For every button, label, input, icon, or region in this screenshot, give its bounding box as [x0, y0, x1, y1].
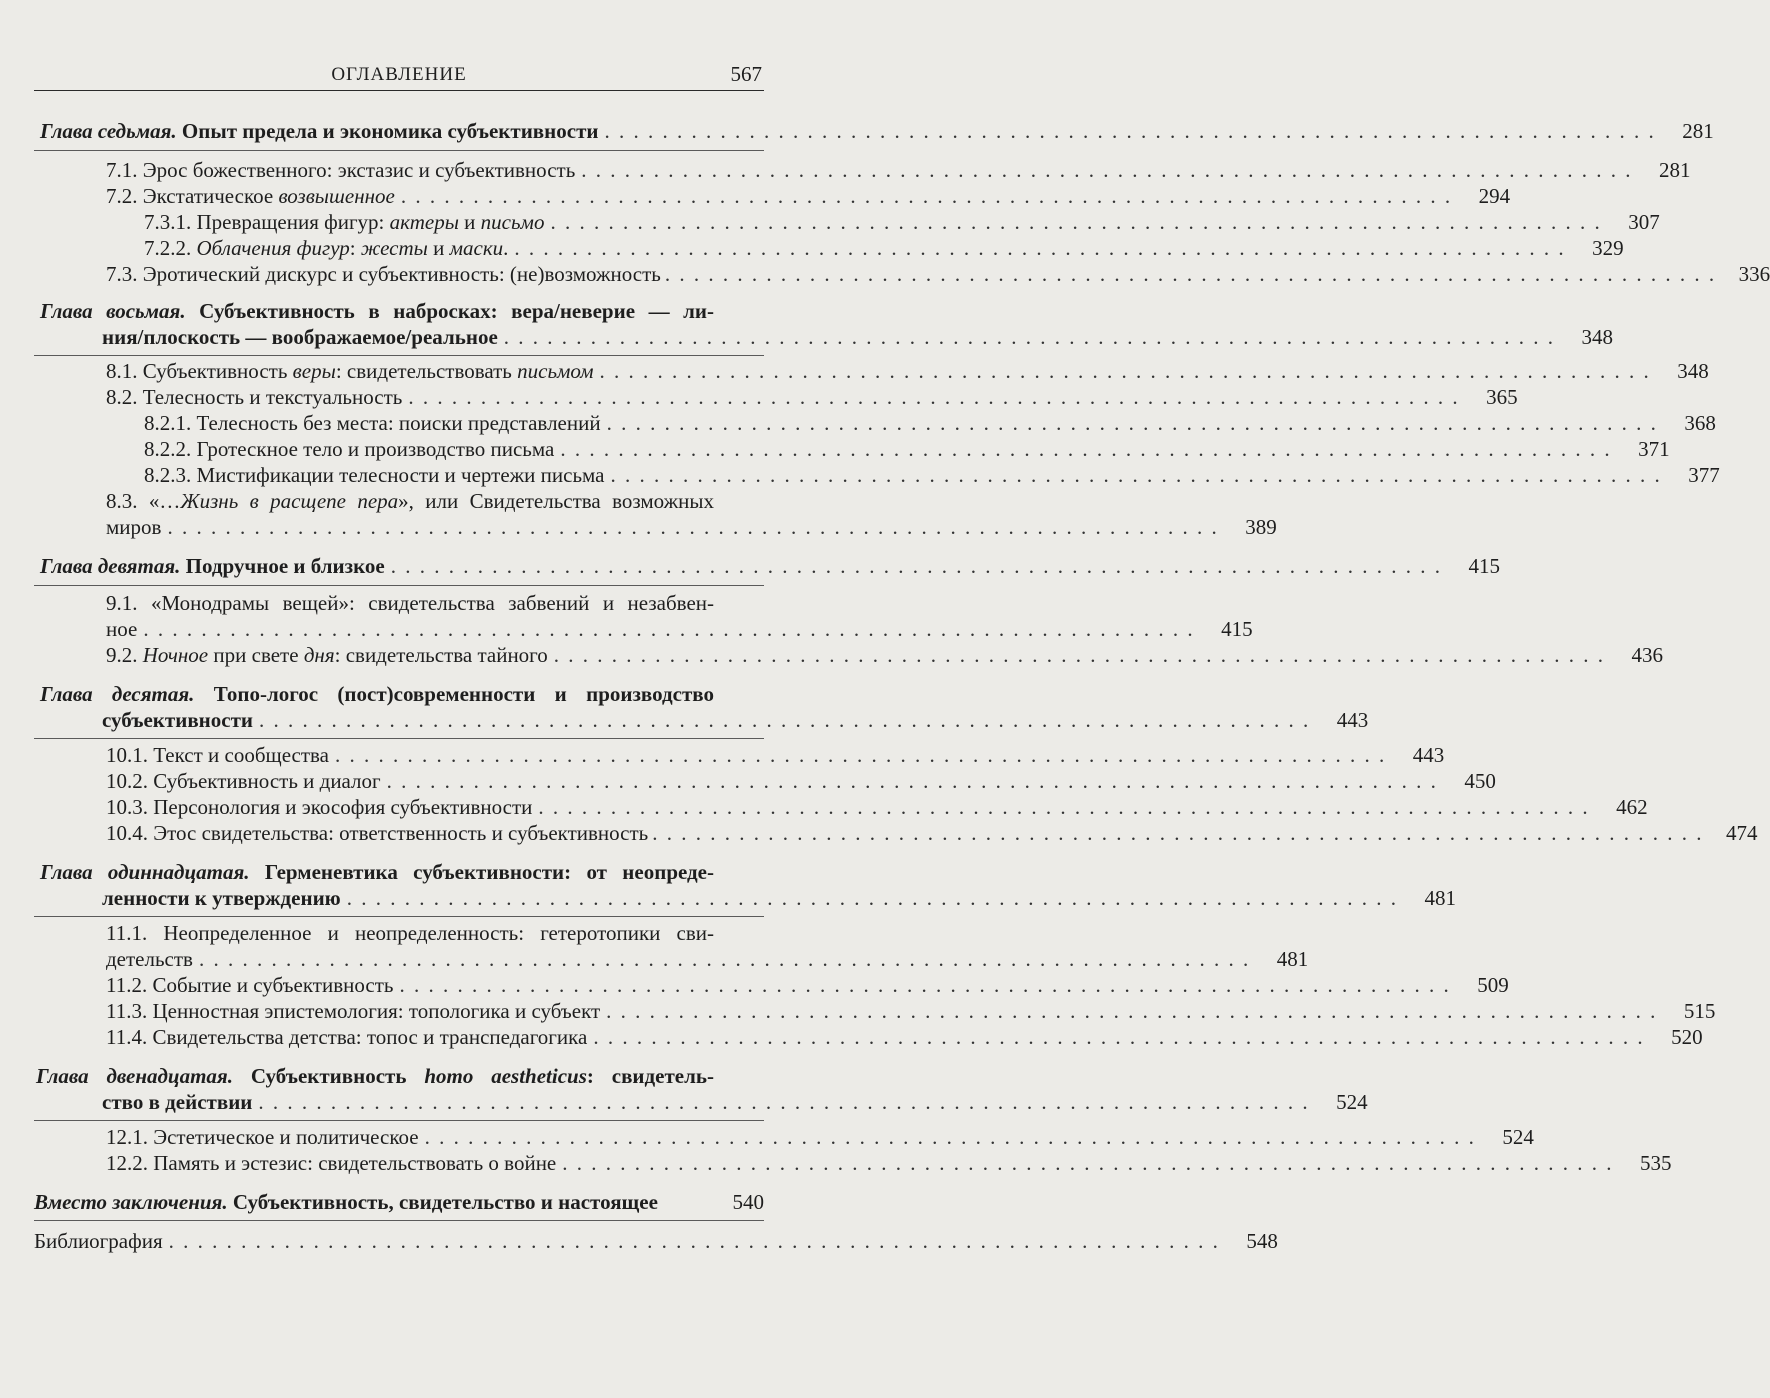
section-7-3-1-mid: и: [458, 210, 481, 234]
conclusion-lead: Вместо заключения.: [34, 1190, 228, 1214]
section-7-3-1-em2: письмо: [480, 210, 545, 234]
section-9-2-mid: при свете: [208, 643, 304, 667]
section-8-3-line2: миров: [106, 515, 162, 539]
section-8-1-mid: : свидетельствовать: [335, 359, 518, 383]
section-7-2-2-mid2: и: [427, 236, 450, 260]
chapter-7-title: Опыт предела и экономика субъективности: [176, 119, 599, 143]
chapter-7-entry[interactable]: [40, 118, 1714, 144]
section-11-2-title: 11.2. Событие и субъективность: [106, 973, 394, 997]
chapter-9-entry[interactable]: [40, 553, 1500, 579]
leader-dots: . . . . . . . . . . . . . . . . . . . . . . . . . . . . . . . . . . . . . . . . . . . . . . . . . . . . . . . . . . . . . . . . . . . . . . . . .: [514, 236, 1566, 260]
section-8-2-1-entry[interactable]: [144, 410, 1716, 436]
chapter-divider: [34, 916, 764, 917]
section-12-2-page: 535: [1640, 1151, 1672, 1175]
section-8-2-3-title: 8.2.3. Мистификации телесности и чертежи письма: [144, 463, 605, 487]
section-11-3-entry[interactable]: [106, 998, 1716, 1024]
section-8-2-1-page: 368: [1684, 411, 1716, 435]
section-7-2-2-em2: жесты: [360, 236, 428, 260]
chapter-10-title-line2: субъективности: [102, 708, 253, 732]
section-8-2-title: 8.2. Телесность и текстуальность: [106, 385, 403, 409]
chapter-9-page: 415: [1468, 554, 1500, 578]
section-7-3-title: 7.3. Эротический дискурс и субъективность: (не)возможность: [106, 262, 661, 286]
bibliography-page: 548: [1246, 1229, 1278, 1253]
chapter-11-title-line2: ленности к утверждению: [102, 886, 341, 910]
chapter-8-title: Субъективность в набросках: вера/неверие — ли-: [185, 299, 714, 323]
section-8-1-em1: веры: [292, 359, 336, 383]
section-11-3-page: 515: [1683, 999, 1716, 1023]
section-10-3-page: 462: [1616, 795, 1648, 819]
section-8-2-3-page: 377: [1688, 463, 1720, 487]
section-8-2-2-entry[interactable]: [144, 436, 1670, 462]
section-9-2-post: : свидетельства тайного: [334, 643, 548, 667]
section-8-2-3-entry[interactable]: [144, 462, 1720, 488]
leader-dots: . . . . . . . . . . . . . . . . . . . . . . . . . . . . . . . . . . . . . . . . . . . . . . . . . . . . . . . . . . . . . . . . . . . . . . . . .: [610, 463, 1662, 487]
section-7-3-1-page: 307: [1628, 210, 1660, 234]
section-12-1-entry[interactable]: [106, 1124, 1534, 1150]
chapter-11-title: Герменевтика субъективности: от неопреде-: [249, 860, 714, 884]
chapter-12-page: 524: [1336, 1090, 1368, 1114]
leader-dots: . . . . . . . . . . . . . . . . . . . . . . . . . . . . . . . . . . . . . . . . . . . . . . . . . . . . . . . . . . . . . . . . . . . . . . . . .: [664, 262, 1717, 286]
leader-dots: . . . . . . . . . . . . . . . . . . . . . . . . . . . . . . . . . . . . . . . . . . . . . . . . . . . . . . . . . . . . . . . . . . . . . . . . .: [581, 158, 1633, 182]
chapter-10-lead: Глава десятая.: [40, 682, 195, 706]
section-8-3-entry[interactable]: [106, 514, 1277, 540]
section-9-2-entry[interactable]: [106, 642, 1664, 668]
section-7-2-2-title: 7.2.2.: [144, 236, 197, 260]
chapter-11-entry[interactable]: [102, 885, 1456, 911]
chapter-8-title-line2: ния/плоскость — воображаемое/реальное: [102, 325, 498, 349]
section-11-2-page: 509: [1477, 973, 1509, 997]
chapter-11-page: 481: [1424, 886, 1456, 910]
section-9-1-entry[interactable]: [106, 616, 1253, 642]
leader-dots: . . . . . . . . . . . . . . . . . . . . . . . . . . . . . . . . . . . . . . . . . . . . . . . . . . . . . . . . . . . . . . . . . . . . . . . . .: [606, 999, 1658, 1023]
section-7-1-page: 281: [1659, 158, 1691, 182]
section-8-2-page: 365: [1486, 385, 1518, 409]
bibliography-entry[interactable]: [34, 1228, 1278, 1254]
section-8-2-entry[interactable]: [106, 384, 1518, 410]
chapter-12-entry[interactable]: [102, 1089, 1368, 1115]
section-10-3-title: 10.3. Персонология и экософия субъективности: [106, 795, 533, 819]
leader-dots: . . . . . . . . . . . . . . . . . . . . . . . . . . . . . . . . . . . . . . . . . . . . . . . . . . . . . . . . . . . . . . . . . . . . . . . . .: [400, 184, 1453, 208]
chapter-10-title: Топо-логос (пост)современности и производство: [194, 682, 714, 706]
chapter-10-page: 443: [1336, 708, 1369, 732]
section-10-4-entry[interactable]: [106, 820, 1758, 846]
chapter-divider: [34, 738, 764, 739]
leader-dots: . . . . . . . . . . . . . . . . . . . . . . . . . . . . . . . . . . . . . . . . . . . . . . . . . . . . . . . . . . . . . . . . . . . . . . . . .: [606, 411, 1658, 435]
section-10-2-entry[interactable]: [106, 768, 1496, 794]
section-11-1-entry[interactable]: [106, 946, 1309, 972]
chapter-8-entry[interactable]: [102, 324, 1614, 350]
section-10-3-entry[interactable]: [106, 794, 1648, 820]
chapter-8-title-line1[interactable]: [40, 298, 714, 324]
leader-dots: . . . . . . . . . . . . . . . . . . . . . . . . . . . . . . . . . . . . . . . . . . . . . . . . . . . . . . . . . . . . . . . . . . . . . . . . .: [424, 1125, 1476, 1149]
leader-dots: . . . . . . . . . . . . . . . . . . . . . . . . . . . . . . . . . . . . . . . . . . . . . . . . . . . . . . . . . . . . . . . . . . . . . . . . .: [143, 617, 1195, 641]
section-11-4-page: 520: [1671, 1025, 1703, 1049]
running-header: [34, 62, 764, 91]
section-9-2-em1: Ночное: [142, 643, 209, 667]
chapter-12-title-line1[interactable]: [36, 1063, 714, 1089]
chapter-9-title: Подручное и близкое: [180, 554, 385, 578]
chapter-12-title-line2: ство в действии: [102, 1090, 253, 1114]
section-12-2-title: 12.2. Память и эстезис: свидетельствовать о войне: [106, 1151, 557, 1175]
section-7-1-title: 7.1. Эрос божественного: экстазис и субъективность: [106, 158, 576, 182]
section-9-2-page: 436: [1631, 643, 1664, 667]
section-11-1-line2: детельств: [106, 947, 193, 971]
section-7-2-2-mid1: :: [349, 236, 361, 260]
leader-dots: . . . . . . . . . . . . . . . . . . . . . . . . . . . . . . . . . . . . . . . . . . . . . . . . . . . . . . . . . . . . . . . . . . . . . . . . .: [346, 886, 1398, 910]
section-9-1-line2: ное: [106, 617, 138, 641]
section-8-1-page: 348: [1677, 359, 1709, 383]
section-8-2-2-title: 8.2.2. Гротескное тело и производство письма: [144, 437, 555, 461]
leader-dots: . . . . . . . . . . . . . . . . . . . . . . . . . . . . . . . . . . . . . . . . . . . . . . . . . . . . . . . . . . . . . . . . . . . . . . . . .: [599, 359, 1651, 383]
section-7-2-2-page: 329: [1592, 236, 1624, 260]
section-7-2-2-post: .: [503, 236, 509, 260]
leader-dots: . . . . . . . . . . . . . . . . . . . . . . . . . . . . . . . . . . . . . . . . . . . . . . . . . . . . . . . . . . . . . . . . . . . . . . . . .: [386, 769, 1438, 793]
section-8-1-em2: письмом: [517, 359, 594, 383]
section-7-3-1-title: 7.3.1. Превращения фигур:: [144, 210, 390, 234]
chapter-divider: [34, 1120, 764, 1121]
leader-dots: . . . . . . . . . . . . . . . . . . . . . . . . . . . . . . . . . . . . . . . . . . . . . . . . . . . . . . . . . . . . . . . . . . . . . . . . .: [550, 210, 1602, 234]
chapter-12-lead: Глава двенадцатая.: [36, 1064, 233, 1088]
leader-dots: . . . . . . . . . . . . . . . . . . . . . . . . . . . . . . . . . . . . . . . . . . . . . . . . . . . . . . . . . . . . . . . . . . . . . . . . .: [560, 437, 1612, 461]
section-8-2-2-page: 371: [1638, 437, 1670, 461]
chapter-divider: [34, 150, 764, 151]
leader-dots: . . . . . . . . . . . . . . . . . . . . . . . . . . . . . . . . . . . . . . . . . . . . . . . . . . . . . . . . . . . . . . . . . . . . . . . . .: [198, 947, 1251, 971]
chapter-7-lead: Глава седьмая.: [40, 119, 177, 143]
section-10-4-title: 10.4. Этос свидетельства: ответственность и субъективность: [106, 821, 649, 845]
leader-dots: . . . . . . . . . . . . . . . . . . . . . . . . . . . . . . . . . . . . . . . . . . . . . . . . . . . . . . . . . . . . . . . . . . . . . . . . .: [538, 795, 1590, 819]
leader-dots: . . . . . . . . . . . . . . . . . . . . . . . . . . . . . . . . . . . . . . . . . . . . . . . . . . . . . . . . . . . . . . . . . . . . . . . . .: [503, 325, 1556, 349]
chapter-10-title-line1[interactable]: [40, 681, 714, 707]
conclusion-entry[interactable]: [34, 1189, 764, 1215]
chapter-8-lead: Глава восьмая.: [40, 299, 186, 323]
section-7-2-emphasis: возвышенное: [278, 184, 395, 208]
section-8-3-page: 389: [1245, 515, 1277, 539]
leader-dots: . . . . . . . . . . . . . . . . . . . . . . . . . . . . . . . . . . . . . . . . . . . . . . . . . . . . . . . . . . . . . . . . . . . . . . . . .: [259, 708, 1311, 732]
section-10-1-entry[interactable]: [106, 742, 1445, 768]
conclusion-page: 540: [732, 1190, 764, 1214]
section-7-2-2-em1: Облачения фигур: [196, 236, 350, 260]
section-7-1-entry[interactable]: [106, 157, 1691, 183]
section-7-2-entry[interactable]: [106, 183, 1511, 209]
chapter-12-title: Субъективность: [232, 1064, 425, 1088]
section-9-2-em2: дня: [303, 643, 335, 667]
leader-dots: . . . . . . . . . . . . . . . . . . . . . . . . . . . . . . . . . . . . . . . . . . . . . . . . . . . . . . . . . . . . . . . . . . . . . . . . .: [604, 119, 1656, 143]
section-11-1-line1[interactable]: 11.1. Неопределенное и неопределенность: гетеротопики сви-: [106, 921, 714, 945]
chapter-divider: [34, 1220, 764, 1221]
leader-dots: . . . . . . . . . . . . . . . . . . . . . . . . . . . . . . . . . . . . . . . . . . . . . . . . . . . . . . . . . . . . . . . . . . . . . . . . .: [390, 554, 1442, 578]
section-7-2-page: 294: [1478, 184, 1511, 208]
chapter-9-lead: Глава девятая.: [40, 554, 181, 578]
leader-dots: . . . . . . . . . . . . . . . . . . . . . . . . . . . . . . . . . . . . . . . . . . . . . . . . . . . . . . . . . . . . . . . . . . . . . . . . .: [168, 1229, 1220, 1253]
header-title: ОГЛАВЛЕНИЕ: [331, 64, 467, 85]
bibliography-title: Библиография: [34, 1229, 163, 1253]
header-page-number: 567: [730, 62, 762, 86]
section-9-1-page: 415: [1221, 617, 1253, 641]
section-7-2-2-em3: маски: [449, 236, 504, 260]
chapter-divider: [34, 355, 764, 356]
section-9-1-line1[interactable]: 9.1. «Монодрамы вещей»: свидетельства забвений и незабвен-: [106, 591, 714, 615]
section-7-2-2-entry[interactable]: [144, 235, 1624, 261]
section-11-1-page: 481: [1276, 947, 1309, 971]
leader-dots: . . . . . . . . . . . . . . . . . . . . . . . . . . . . . . . . . . . . . . . . . . . . . . . . . . . . . . . . . . . . . . . . . . . . . . . . .: [167, 515, 1219, 539]
section-11-2-entry[interactable]: [106, 972, 1509, 998]
chapter-10-entry[interactable]: [102, 707, 1369, 733]
section-12-2-entry[interactable]: [106, 1150, 1672, 1176]
chapter-7-page: 281: [1682, 119, 1714, 143]
section-12-1-title: 12.1. Эстетическое и политическое: [106, 1125, 419, 1149]
section-10-1-title: 10.1. Текст и сообщества: [106, 743, 329, 767]
section-12-1-page: 524: [1502, 1125, 1534, 1149]
leader-dots: . . . . . . . . . . . . . . . . . . . . . . . . . . . . . . . . . . . . . . . . . . . . . . . . . . . . . . . . . . . . . . . . . . . . . . . . .: [408, 385, 1460, 409]
section-7-3-1-entry[interactable]: [144, 209, 1660, 235]
chapter-12-title-post: : свидетель-: [586, 1064, 714, 1088]
section-8-1-title: 8.1. Субъективность: [106, 359, 293, 383]
leader-dots: . . . . . . . . . . . . . . . . . . . . . . . . . . . . . . . . . . . . . . . . . . . . . . . . . . . . . . . . . . . . . . . . . . . . . . . . .: [399, 973, 1451, 997]
leader-dots: . . . . . . . . . . . . . . . . . . . . . . . . . . . . . . . . . . . . . . . . . . . . . . . . . . . . . . . . . . . . . . . . . . . . . . . . .: [335, 743, 1387, 767]
leader-dots: . . . . . . . . . . . . . . . . . . . . . . . . . . . . . . . . . . . . . . . . . . . . . . . . . . . . . . . . . . . . . . . . . . . . . . . . .: [652, 821, 1704, 845]
section-11-4-title: 11.4. Свидетельства детства: топос и транспедагогика: [106, 1025, 588, 1049]
section-10-4-page: 474: [1726, 821, 1758, 845]
section-8-3-em: Жизнь в расщепе пера: [180, 489, 399, 513]
section-8-3-post: », или Свидетельства возможных: [398, 489, 715, 513]
section-8-1-entry[interactable]: [106, 358, 1709, 384]
section-7-3-entry[interactable]: [106, 261, 1770, 287]
chapter-divider: [34, 585, 764, 586]
section-8-3-line1[interactable]: [106, 488, 714, 514]
leader-dots: . . . . . . . . . . . . . . . . . . . . . . . . . . . . . . . . . . . . . . . . . . . . . . . . . . . . . . . . . . . . . . . . . . . . . . . . .: [562, 1151, 1614, 1175]
section-7-3-page: 336: [1738, 262, 1770, 286]
chapter-11-title-line1[interactable]: [40, 859, 714, 885]
section-10-1-page: 443: [1412, 743, 1445, 767]
leader-dots: . . . . . . . . . . . . . . . . . . . . . . . . . . . . . . . . . . . . . . . . . . . . . . . . . . . . . . . . . . . . . . . . . . . . . . . . .: [258, 1090, 1310, 1114]
chapter-8-page: 348: [1581, 325, 1614, 349]
section-8-3-title: 8.3. «…: [106, 489, 181, 513]
leader-dots: . . . . . . . . . . . . . . . . . . . . . . . . . . . . . . . . . . . . . . . . . . . . . . . . . . . . . . . . . . . . . . . . . . . . . . . . .: [593, 1025, 1645, 1049]
section-8-2-1-title: 8.2.1. Телесность без места: поиски представлений: [144, 411, 601, 435]
section-11-3-title: 11.3. Ценностная эпистемология: топологика и субъект: [106, 999, 601, 1023]
section-10-2-title: 10.2. Субъективность и диалог: [106, 769, 381, 793]
leader-dots: . . . . . . . . . . . . . . . . . . . . . . . . . . . . . . . . . . . . . . . . . . . . . . . . . . . . . . . . . . . . . . . . . . . . . . . . .: [553, 643, 1606, 667]
section-7-2-title: 7.2. Экстатическое: [106, 184, 279, 208]
chapter-11-lead: Глава одиннадцатая.: [40, 860, 250, 884]
chapter-12-title-em: homo aestheticus: [424, 1064, 587, 1088]
section-10-2-page: 450: [1464, 769, 1496, 793]
conclusion-title: Субъективность, свидетельство и настоящее: [227, 1190, 658, 1214]
section-7-3-1-em1: актеры: [389, 210, 459, 234]
section-11-4-entry[interactable]: [106, 1024, 1703, 1050]
section-9-2-title: 9.2.: [106, 643, 143, 667]
